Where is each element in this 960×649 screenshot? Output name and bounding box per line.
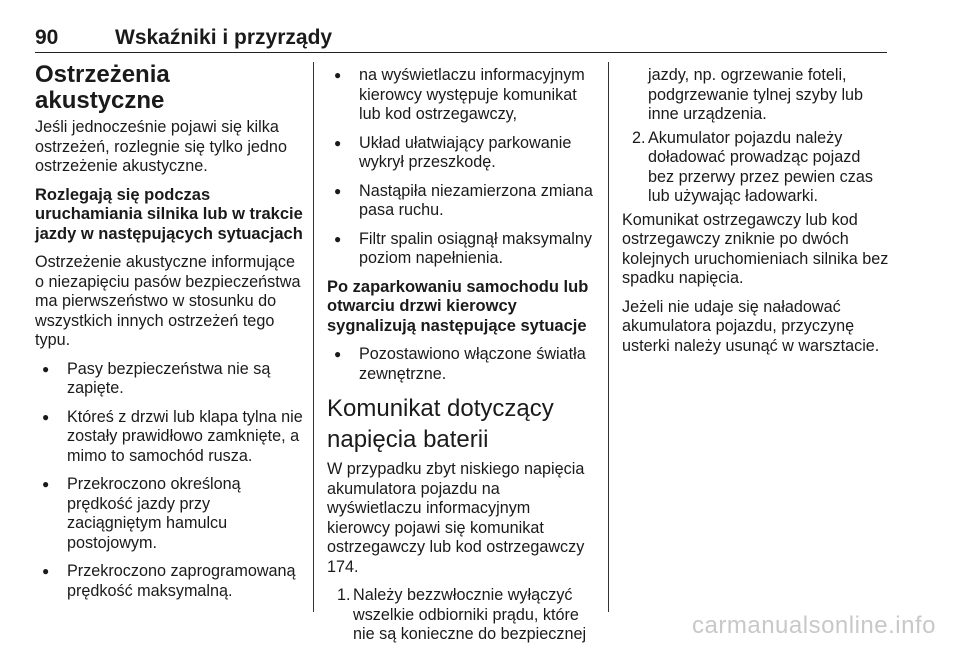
driving-warning-list-cont (327, 66, 595, 269)
step-text: Akumulator pojazdu należy doładować prowadząc pojazd bez przerwy przez pewien czas lub używając ładowarki. (648, 128, 873, 205)
column-3 (622, 66, 890, 365)
list-item: ● na wyświetlaczu informacyjnym kierowcy występuje komunikat lub kod ostrzegawczy, (327, 66, 595, 125)
page-header (35, 22, 887, 52)
column-divider-1 (313, 62, 314, 612)
step-text: jazdy, np. ogrzewanie foteli, podgrzewanie tylnej szyby lub inne urządzenia. (648, 66, 864, 123)
step-number: 2. (632, 128, 646, 147)
step-number: 1. (337, 586, 351, 604)
subsection-title-driving: Rozlegają się podczas uruchamiania silnika lub w trakcie jazdy w następujących sytuacjach (35, 185, 303, 243)
chapter-title: Wskaźniki i przyrządy (115, 26, 333, 49)
section-title-battery-voltage: Komunikat dotyczący napięcia baterii (327, 395, 554, 453)
list-item: ● Filtr spalin osiągnął maksymalny poziom napełnienia. (327, 230, 595, 269)
parking-warning-list (327, 345, 595, 384)
list-item: ● Pozostawiono włączone światła zewnętrzne. (327, 345, 595, 384)
subsection-title-parking: Po zaparkowaniu samochodu lub otwarciu drzwi kierowcy sygnalizują następujące sytuacje (327, 277, 589, 335)
driving-warning-list (35, 360, 303, 602)
message-clears-paragraph: Komunikat ostrzegawczy lub kod ostrzegawczy zniknie po dwóch kolejnych uruchomieniach silnika bez spadku napięcia. (622, 210, 889, 287)
column-1 (35, 62, 303, 610)
column-divider-2 (608, 62, 609, 612)
section-title-acoustic-warnings: Ostrzeżenia akustyczne (35, 61, 170, 114)
list-item: ● Nastąpiła niezamierzona zmiana pasa ruchu. (327, 182, 595, 221)
list-item: ● Pasy bezpieczeństwa nie są zapięte. (35, 360, 303, 399)
step-item (327, 586, 595, 645)
list-item: ● Przekroczono zaprogramowaną prędkość maksymalną. (35, 562, 303, 601)
step-item (622, 129, 890, 207)
list-item: ● Któreś z drzwi lub klapa tylna nie zostały prawidłowo zamknięte, a mimo to samochód rusza. (35, 408, 303, 467)
step-item (622, 66, 890, 125)
list-item: ● Układ ułatwiający parkowanie wykrył przeszkodę. (327, 134, 595, 173)
page-number: 90 (35, 26, 59, 49)
intro-paragraph: Jeśli jednocześnie pojawi się kilka ostrzeżeń, rozlegnie się tylko jedno ostrzeżenie akustyczne. (35, 118, 287, 175)
list-item: ● Przekroczono określoną prędkość jazdy przy zaciągniętym hamulcu postojowym. (35, 475, 303, 553)
seatbelt-priority-paragraph: Ostrzeżenie akustyczne informujące o niezapięciu pasów bezpieczeństwa ma pierwszeństwo w stosunku do wszystkich innych ostrzeżeń tego typu. (35, 253, 301, 349)
step-text: Należy bezzwłocznie wyłączyć wszelkie odbiorniki prądu, które nie są konieczne do bezpiecznej (353, 586, 587, 643)
battery-steps (327, 586, 595, 645)
watermark: carmanualsonline.info (692, 612, 936, 639)
header-rule (35, 52, 887, 53)
workshop-paragraph: Jeżeli nie udaje się naładować akumulatora pojazdu, przyczynę usterki należy usunąć w warsztacie. (622, 297, 880, 355)
column-2 (327, 66, 595, 649)
battery-paragraph: W przypadku zbyt niskiego napięcia akumulatora pojazdu na wyświetlaczu informacyjnym kierowcy pojawi się komunikat ostrzegawczy lub kod ostrzegawczy 174. (327, 460, 585, 576)
battery-steps-cont (622, 66, 890, 207)
